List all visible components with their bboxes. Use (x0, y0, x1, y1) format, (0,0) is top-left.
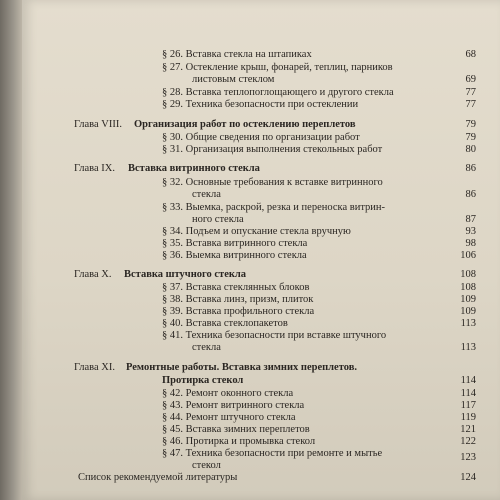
entry-title: § 39. Вставка профильного стекла (162, 306, 315, 317)
page-number: 123 (460, 452, 476, 463)
entry-title: § 41. Техника безопасности при вставке штучного (162, 330, 387, 341)
page-number: 109 (460, 306, 476, 317)
page-number: 77 (465, 99, 476, 110)
entry-title: § 27. Остекление крыш, фонарей, теплиц, парников (162, 62, 393, 73)
entry-title: § 26. Вставка стекла на штапиках (162, 49, 312, 60)
toc-entry (22, 471, 500, 484)
page-number: 80 (465, 144, 476, 155)
toc-entry (22, 143, 500, 156)
page-number: 119 (460, 412, 476, 423)
entry-title: § 42. Ремонт оконного стекла (162, 388, 294, 399)
page-number: 86 (465, 163, 476, 174)
entry-title: § 32. Основные требования к вставке витринного (162, 177, 383, 188)
chapter-heading (22, 118, 500, 131)
chapter-title: Вставка витринного стекла (128, 163, 260, 174)
toc-entry (22, 73, 500, 86)
page-number: 79 (465, 119, 476, 130)
page-number: 77 (465, 87, 476, 98)
entry-title: § 38. Вставка линз, призм, плиток (162, 294, 314, 305)
page-number: 106 (460, 250, 476, 261)
page-number: 113 (460, 342, 476, 353)
page-number: 108 (460, 269, 476, 280)
entry-title: § 37. Вставка стеклянных блоков (162, 282, 310, 293)
page-number: 87 (465, 214, 476, 225)
chapter-title-line2: Протирка стекол (162, 375, 244, 386)
toc-entry (22, 48, 500, 61)
chapter-label: Глава X. (74, 269, 112, 280)
chapter-title: Организация работ по остеклению переплетов (134, 119, 356, 130)
entry-title: § 29. Техника безопасности при остеклении (162, 99, 359, 110)
entry-title: § 34. Подъем и опускание стекла вручную (162, 226, 351, 237)
entry-title: § 28. Вставка теплопоглощающего и другого стекла (162, 87, 394, 98)
page-number: 121 (460, 424, 476, 435)
page-number: 114 (460, 388, 476, 399)
entry-title: § 33. Выемка, раскрой, резка и переноска витрин- (162, 202, 386, 213)
chapter-label: Глава VIII. (74, 119, 122, 130)
entry-title: стекла (192, 342, 221, 353)
entry-title: § 30. Общие сведения по организации работ (162, 132, 360, 143)
chapter-title: Вставка штучного стекла (124, 269, 247, 280)
chapter-heading-continued (22, 374, 500, 387)
toc-entry (22, 188, 500, 201)
toc-entry (22, 249, 500, 262)
entry-title: стекол (192, 460, 221, 471)
chapter-heading (22, 361, 500, 374)
page-number: 122 (460, 436, 476, 447)
page-number: 113 (460, 318, 476, 329)
page-number: 98 (465, 238, 476, 249)
toc-entry (22, 341, 500, 354)
page-number: 117 (460, 400, 476, 411)
entry-title: § 35. Вставка витринного стекла (162, 238, 308, 249)
entry-title: ного стекла (192, 214, 244, 225)
page-number: 93 (465, 226, 476, 237)
entry-title: § 36. Выемка витринного стекла (162, 250, 307, 261)
page-number: 114 (460, 375, 476, 386)
chapter-heading (22, 268, 500, 281)
book-spine-shadow (0, 0, 22, 500)
toc-entry (22, 98, 500, 111)
chapter-heading (22, 162, 500, 175)
entry-title: § 46. Протирка и промывка стекол (162, 436, 316, 447)
page-number: 86 (465, 189, 476, 200)
entry-title: стекла (192, 189, 221, 200)
page-number: 108 (460, 282, 476, 293)
entry-title: § 45. Вставка зимних переплетов (162, 424, 310, 435)
entry-title: § 31. Организация выполнения стекольных работ (162, 144, 383, 155)
page-number: 79 (465, 132, 476, 143)
toc-page (22, 0, 500, 500)
entry-title: листовым стеклом (192, 74, 275, 85)
entry-title: § 44. Ремонт штучного стекла (162, 412, 296, 423)
page-number: 69 (465, 74, 476, 85)
page-number: 109 (460, 294, 476, 305)
page-number: 124 (460, 472, 476, 483)
chapter-label: Глава XI. (74, 362, 115, 373)
chapter-label: Глава IX. (74, 163, 115, 174)
entry-title: § 43. Ремонт витринного стекла (162, 400, 305, 411)
literature-title: Список рекомендуемой литературы (78, 472, 238, 483)
page-number: 68 (465, 49, 476, 60)
chapter-title: Ремонтные работы. Вставка зимних переплетов. (126, 362, 358, 373)
entry-title: § 47. Техника безопасности при ремонте и мытье (162, 448, 383, 459)
entry-title: § 40. Вставка стеклопакетов (162, 318, 288, 329)
